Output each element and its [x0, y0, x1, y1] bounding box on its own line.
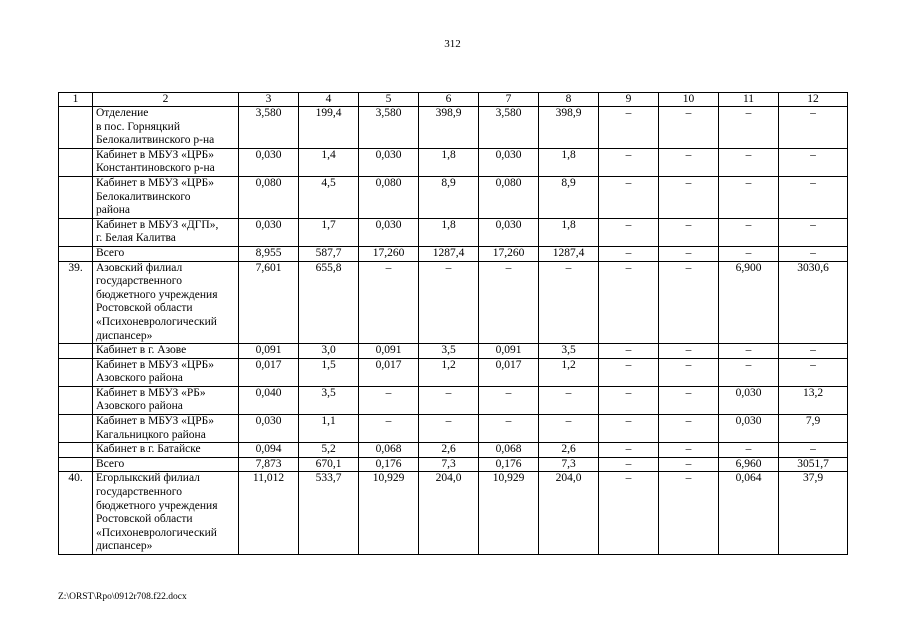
name-cell: Кабинет в МБУЗ «ЦРБ» Кагальницкого района [93, 415, 239, 443]
value-cell: 0,080 [239, 176, 299, 218]
column-header: 5 [359, 93, 419, 107]
value-cell: 37,9 [779, 472, 848, 555]
value-cell: 1287,4 [419, 246, 479, 261]
table-row [59, 358, 848, 386]
value-cell: – [599, 261, 659, 344]
column-header: 8 [539, 93, 599, 107]
value-cell: – [539, 386, 599, 414]
value-cell: 2,6 [539, 443, 599, 458]
value-cell: 7,601 [239, 261, 299, 344]
table-row [59, 457, 848, 472]
table-row [59, 107, 848, 149]
column-header: 6 [419, 93, 479, 107]
value-cell: 1,2 [419, 358, 479, 386]
row-number-cell [59, 344, 93, 359]
value-cell: 0,030 [359, 218, 419, 246]
value-cell: 204,0 [539, 472, 599, 555]
value-cell: – [599, 443, 659, 458]
value-cell: 3,580 [479, 107, 539, 149]
value-cell: – [659, 218, 719, 246]
value-cell: 204,0 [419, 472, 479, 555]
value-cell: – [479, 261, 539, 344]
value-cell: – [659, 358, 719, 386]
value-cell: 1,8 [419, 148, 479, 176]
row-number-cell [59, 246, 93, 261]
value-cell: 0,091 [359, 344, 419, 359]
value-cell: – [779, 218, 848, 246]
value-cell: 8,9 [419, 176, 479, 218]
value-cell: – [479, 386, 539, 414]
value-cell: 11,012 [239, 472, 299, 555]
value-cell: 1,1 [299, 415, 359, 443]
table-row [59, 246, 848, 261]
row-number-cell [59, 386, 93, 414]
value-cell: – [419, 415, 479, 443]
value-cell: – [779, 358, 848, 386]
value-cell: – [719, 344, 779, 359]
table-row [59, 261, 848, 344]
value-cell: – [779, 107, 848, 149]
row-number-cell [59, 218, 93, 246]
value-cell: 3051,7 [779, 457, 848, 472]
value-cell: – [599, 358, 659, 386]
value-cell: 7,873 [239, 457, 299, 472]
value-cell: 1,4 [299, 148, 359, 176]
value-cell: 0,068 [359, 443, 419, 458]
value-cell: – [659, 148, 719, 176]
value-cell: – [599, 148, 659, 176]
value-cell: 8,9 [539, 176, 599, 218]
value-cell: 587,7 [299, 246, 359, 261]
value-cell: – [359, 261, 419, 344]
value-cell: – [719, 358, 779, 386]
value-cell: 0,176 [359, 457, 419, 472]
value-cell: 13,2 [779, 386, 848, 414]
name-cell: Кабинет в МБУЗ «РБ» Азовского района [93, 386, 239, 414]
row-number-cell: 40. [59, 472, 93, 555]
value-cell: – [719, 246, 779, 261]
name-cell: Кабинет в г. Азове [93, 344, 239, 359]
value-cell: 0,030 [719, 386, 779, 414]
value-cell: 398,9 [419, 107, 479, 149]
value-cell: – [659, 176, 719, 218]
value-cell: – [599, 457, 659, 472]
column-header: 11 [719, 93, 779, 107]
table-body [59, 107, 848, 555]
value-cell: 3,5 [299, 386, 359, 414]
value-cell: 1,7 [299, 218, 359, 246]
name-cell: Отделение в пос. Горняцкий Белокалитвинского р-на [93, 107, 239, 149]
value-cell: – [599, 415, 659, 443]
value-cell: – [659, 415, 719, 443]
data-table [58, 92, 848, 555]
value-cell: 4,5 [299, 176, 359, 218]
value-cell: 1,5 [299, 358, 359, 386]
value-cell: 0,030 [239, 415, 299, 443]
column-header: 2 [93, 93, 239, 107]
value-cell: 0,091 [239, 344, 299, 359]
table-row [59, 148, 848, 176]
value-cell: – [359, 386, 419, 414]
row-number-cell [59, 176, 93, 218]
value-cell: – [419, 261, 479, 344]
value-cell: 0,080 [359, 176, 419, 218]
value-cell: – [719, 218, 779, 246]
name-cell: Кабинет в МБУЗ «ДГП», г. Белая Калитва [93, 218, 239, 246]
value-cell: 3,5 [419, 344, 479, 359]
value-cell: 6,900 [719, 261, 779, 344]
column-header: 9 [599, 93, 659, 107]
value-cell: 0,068 [479, 443, 539, 458]
value-cell: 1,8 [419, 218, 479, 246]
value-cell: 5,2 [299, 443, 359, 458]
value-cell: 0,176 [479, 457, 539, 472]
value-cell: 398,9 [539, 107, 599, 149]
value-cell: – [719, 176, 779, 218]
value-cell: 0,030 [359, 148, 419, 176]
value-cell: 533,7 [299, 472, 359, 555]
column-header: 12 [779, 93, 848, 107]
value-cell: 0,030 [479, 218, 539, 246]
name-cell: Кабинет в г. Батайске [93, 443, 239, 458]
table-row [59, 415, 848, 443]
value-cell: – [659, 472, 719, 555]
value-cell: – [479, 415, 539, 443]
header-row [59, 93, 848, 107]
value-cell: – [659, 261, 719, 344]
page-number: 312 [444, 38, 461, 50]
column-header: 10 [659, 93, 719, 107]
value-cell: – [659, 457, 719, 472]
value-cell: – [599, 176, 659, 218]
table-row [59, 472, 848, 555]
row-number-cell: 39. [59, 261, 93, 344]
value-cell: 1287,4 [539, 246, 599, 261]
value-cell: 7,9 [779, 415, 848, 443]
value-cell: 0,030 [239, 218, 299, 246]
value-cell: 0,091 [479, 344, 539, 359]
value-cell: 3,580 [359, 107, 419, 149]
value-cell: – [779, 176, 848, 218]
value-cell: 199,4 [299, 107, 359, 149]
value-cell: – [359, 415, 419, 443]
value-cell: 10,929 [359, 472, 419, 555]
value-cell: 0,017 [479, 358, 539, 386]
footer-file-path: Z:\ORST\Rpo\0912r708.f22.docx [58, 592, 187, 602]
value-cell: 1,8 [539, 148, 599, 176]
value-cell: 0,080 [479, 176, 539, 218]
value-cell: – [599, 344, 659, 359]
column-header: 3 [239, 93, 299, 107]
value-cell: 10,929 [479, 472, 539, 555]
row-number-cell [59, 443, 93, 458]
value-cell: 0,040 [239, 386, 299, 414]
value-cell: – [659, 443, 719, 458]
value-cell: 0,094 [239, 443, 299, 458]
value-cell: 6,960 [719, 457, 779, 472]
value-cell: 670,1 [299, 457, 359, 472]
name-cell: Кабинет в МБУЗ «ЦРБ» Константиновского р-на [93, 148, 239, 176]
value-cell: – [779, 344, 848, 359]
value-cell: – [539, 415, 599, 443]
value-cell: 0,064 [719, 472, 779, 555]
value-cell: – [659, 386, 719, 414]
name-cell: Всего [93, 457, 239, 472]
value-cell: – [539, 261, 599, 344]
value-cell: – [599, 386, 659, 414]
value-cell: – [719, 443, 779, 458]
value-cell: 0,030 [479, 148, 539, 176]
table-row [59, 344, 848, 359]
value-cell: 3,5 [539, 344, 599, 359]
value-cell: – [779, 246, 848, 261]
value-cell: 17,260 [479, 246, 539, 261]
value-cell: 7,3 [539, 457, 599, 472]
value-cell: – [779, 443, 848, 458]
value-cell: 0,017 [239, 358, 299, 386]
value-cell: – [719, 148, 779, 176]
value-cell: – [599, 246, 659, 261]
row-number-cell [59, 107, 93, 149]
name-cell: Всего [93, 246, 239, 261]
value-cell: – [599, 472, 659, 555]
value-cell: 7,3 [419, 457, 479, 472]
value-cell: 3,580 [239, 107, 299, 149]
value-cell: 0,017 [359, 358, 419, 386]
row-number-cell [59, 457, 93, 472]
value-cell: 1,2 [539, 358, 599, 386]
name-cell: Кабинет в МБУЗ «ЦРБ» Азовского района [93, 358, 239, 386]
value-cell: 8,955 [239, 246, 299, 261]
value-cell: – [659, 107, 719, 149]
value-cell: – [599, 107, 659, 149]
value-cell: – [659, 246, 719, 261]
value-cell: 655,8 [299, 261, 359, 344]
table-row [59, 176, 848, 218]
name-cell: Егорлыкский филиал государственного бюджетного учреждения Ростовской области «Психоневрологический диспансер» [93, 472, 239, 555]
row-number-cell [59, 358, 93, 386]
value-cell: – [779, 148, 848, 176]
value-cell: 2,6 [419, 443, 479, 458]
table-row [59, 443, 848, 458]
row-number-cell [59, 148, 93, 176]
value-cell: 3030,6 [779, 261, 848, 344]
table-row [59, 386, 848, 414]
name-cell: Кабинет в МБУЗ «ЦРБ» Белокалитвинского района [93, 176, 239, 218]
value-cell: – [419, 386, 479, 414]
row-number-cell [59, 415, 93, 443]
value-cell: 0,030 [239, 148, 299, 176]
value-cell: – [719, 107, 779, 149]
column-header: 7 [479, 93, 539, 107]
value-cell: – [659, 344, 719, 359]
value-cell: 1,8 [539, 218, 599, 246]
column-header: 4 [299, 93, 359, 107]
column-header: 1 [59, 93, 93, 107]
value-cell: – [599, 218, 659, 246]
table-row [59, 218, 848, 246]
value-cell: 17,260 [359, 246, 419, 261]
value-cell: 3,0 [299, 344, 359, 359]
name-cell: Азовский филиал государственного бюджетного учреждения Ростовской области «Психоневрологический диспансер» [93, 261, 239, 344]
value-cell: 0,030 [719, 415, 779, 443]
